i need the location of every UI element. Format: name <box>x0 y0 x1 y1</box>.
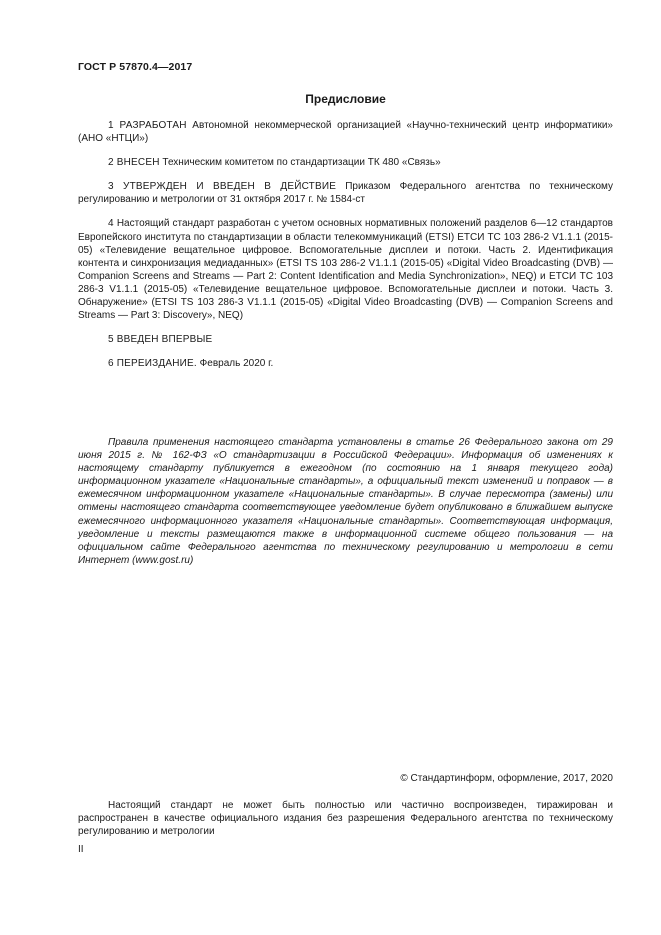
foreword-item-4 <box>78 217 613 322</box>
foreword-item-label: 1 РАЗРАБОТАН <box>108 120 187 131</box>
foreword-item-text: Приказом Федерального агентства по техническому регулированию и метрологии от 31 октября 2017 г. № 1584-ст <box>78 181 613 206</box>
copyright-line: © Стандартинформ, оформление, 2017, 2020 <box>400 773 613 784</box>
page-number: II <box>78 844 84 855</box>
foreword-item-2 <box>78 156 613 169</box>
foreword-body <box>78 119 613 381</box>
foreword-title: Предисловие <box>305 92 386 106</box>
foreword-item-label: 4 <box>108 218 114 230</box>
standard-application-notice: Правила применения настоящего стандарта установлены в статье 26 Федерального закона от 29 июня 2015 г. № 162-ФЗ «О стандартизации в Российской Федерации». Информация об изменениях к настоящему стандарту публикуется в ежегодном (по состоянию на 1 января текущего года) информационном указателе «Национальные стандарты», а официальный текст изменений и поправок — в ежемесячном информационном указателе «Национальные стандарты». В случае пересмотра (замены) или отмены настоящего стандарта соответствующее уведомление будет опубликовано в ближайшем выпуске ежемесячного информационного указателя «Национальные стандарты». Соответствующая информация, уведомление и тексты размещаются также в информационной системе общего пользования — на официальном сайте Федерального агентства по техническому регулированию и метрологии в сети Интернет (www.gost.ru) <box>78 437 613 566</box>
foreword-item-label: 5 ВВЕДЕН ВПЕРВЫЕ <box>108 334 213 346</box>
foreword-item-1 <box>78 119 613 145</box>
foreword-item-text: Автономной некоммерческой организацией «Научно-технический центр информатики» (АНО «НТЦИ») <box>78 120 613 145</box>
foreword-item-label: 2 ВНЕСЕН <box>108 157 160 169</box>
document-code: ГОСТ Р 57870.4—2017 <box>78 61 193 73</box>
foreword-item-text: Настоящий стандарт разработан с учетом основных нормативных положений разделов 6—12 стандартов Европейского института по стандартизации в области телекоммуникаций (ETSI) ЕТСИ ТС 103 286-2 V1.1.1 (2015-05) «Телевидение вещательное цифровое. Вспомогательные дисплеи и потоки. Часть 2. Идентификация контента и синхронизация медиаданных» (ETSI TS 103 286-2 V1.1.1 (2015-05) «Digital Video Broadcasting (DVB) — Companion Screens and Streams — Part 2: Content Identification and Media Synchronization», NEQ) и ЕТСИ ТС 103 286-3 V1.1.1 (2015-05) «Телевидение вещательное цифровое. Вспомогательные дисплеи и потоки. Часть 3. Обнаружение» (ETSI TS 103 286-3 V1.1.1 (2015-05) «Digital Video Broadcasting (DVB) — Companion Screens and Streams — Part 3: Discovery», NEQ) <box>78 218 613 322</box>
foreword-item-label: 6 ПЕРЕИЗДАНИЕ. <box>108 358 197 370</box>
foreword-item-text: Техническим комитетом по стандартизации ТК 480 «Связь» <box>159 157 441 169</box>
foreword-item-6 <box>78 357 613 370</box>
reproduction-rights-notice: Настоящий стандарт не может быть полностью или частично воспроизведен, тиражирован и распространен в качестве официального издания без разрешения Федерального агентства по техническому регулированию и метрологии <box>78 800 613 838</box>
foreword-item-5 <box>78 333 613 346</box>
foreword-item-3 <box>78 180 613 206</box>
foreword-item-text: Февраль 2020 г. <box>196 358 274 370</box>
foreword-item-label: 3 УТВЕРЖДЕН И ВВЕДЕН В ДЕЙСТВИЕ <box>108 181 337 193</box>
